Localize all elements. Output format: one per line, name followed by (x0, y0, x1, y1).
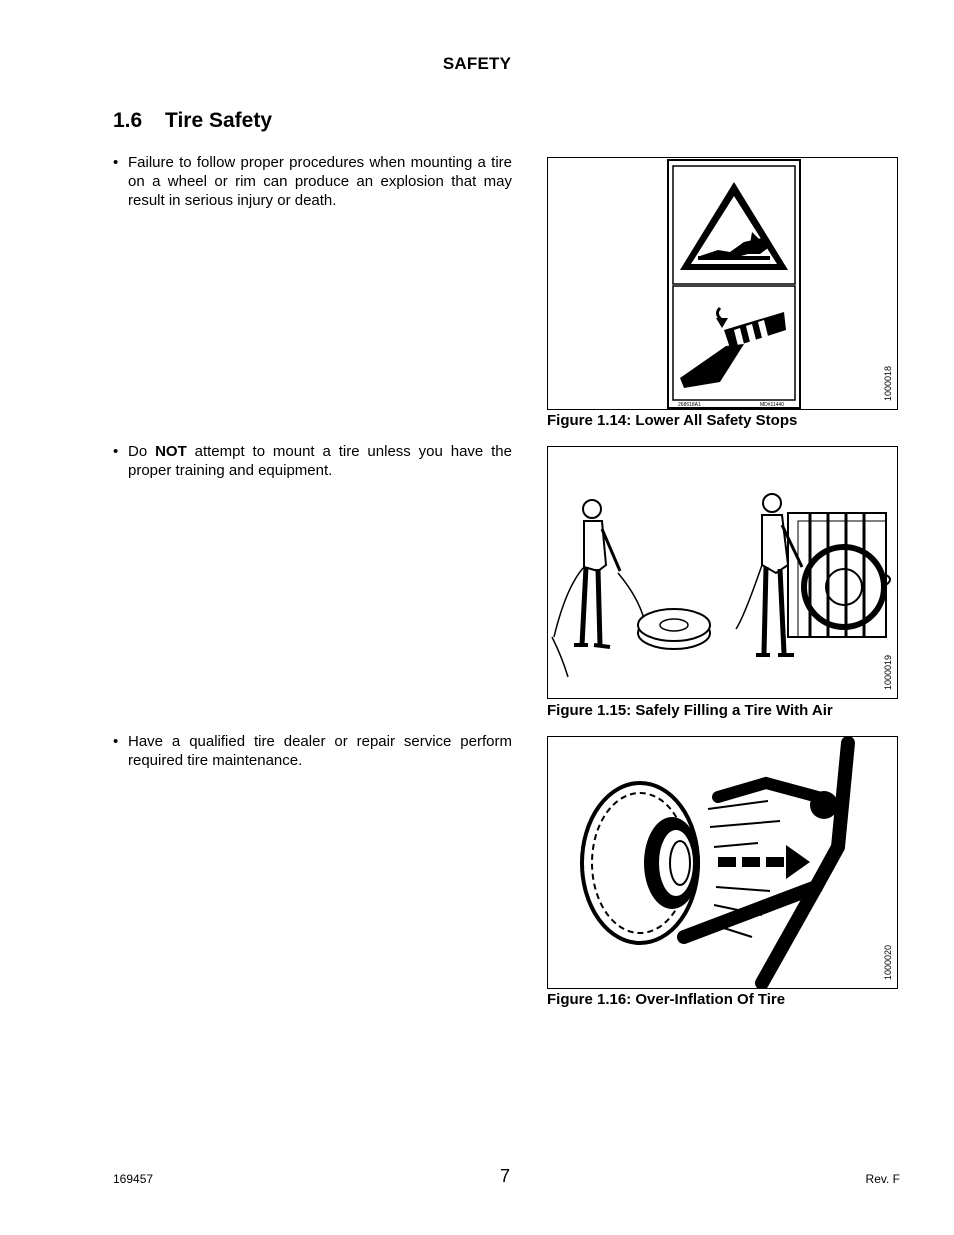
bullet-dot: • (113, 733, 119, 750)
bullet-text-pre: Do (128, 443, 156, 460)
bullet-text: Have a qualified tire dealer or repair service perform required tire maintenance. (128, 733, 512, 769)
bullet-item (113, 153, 512, 210)
bullet-text-post: attempt to mount a tire unless you have the proper training and equipment. (128, 443, 512, 479)
bullet-text-emphasis: NOT (155, 443, 187, 460)
bullet-dot: • (113, 443, 119, 460)
safety-decal-illustration (548, 158, 897, 409)
bullet-item (113, 442, 512, 480)
figure-tire-inflation (547, 446, 898, 699)
figure-safety-decal (547, 157, 898, 410)
figure-id: 1000019 (883, 654, 893, 690)
decal-part-number: 268618A1 (678, 402, 701, 408)
bullet-text (128, 442, 512, 480)
decal-code: MD#11440 (760, 402, 785, 408)
over-inflation-illustration (548, 737, 897, 988)
bullet-text: Failure to follow proper procedures when mounting a tire on a wheel or rim can produce an explosion that may result in serious injury or death. (128, 154, 512, 209)
running-header: SAFETY (442, 54, 512, 73)
tire-inflation-illustration (548, 447, 897, 698)
figure-caption: Figure 1.14: Lower All Safety Stops (547, 412, 798, 429)
section-title-text: Tire Safety (165, 109, 272, 132)
page-number: 7 (499, 1166, 510, 1186)
figure-id: 1000018 (883, 365, 893, 401)
section-number: 1.6 (113, 109, 143, 132)
section-heading (113, 109, 272, 133)
revision-label: Rev. F (865, 1172, 900, 1186)
figure-caption: Figure 1.15: Safely Filling a Tire With Air (547, 702, 833, 719)
figure-id: 1000020 (883, 944, 893, 980)
document-number: 169457 (113, 1172, 154, 1186)
bullet-dot: • (113, 154, 119, 171)
figure-caption: Figure 1.16: Over-Inflation Of Tire (547, 991, 786, 1008)
figure-over-inflation (547, 736, 898, 989)
bullet-item (113, 732, 512, 770)
